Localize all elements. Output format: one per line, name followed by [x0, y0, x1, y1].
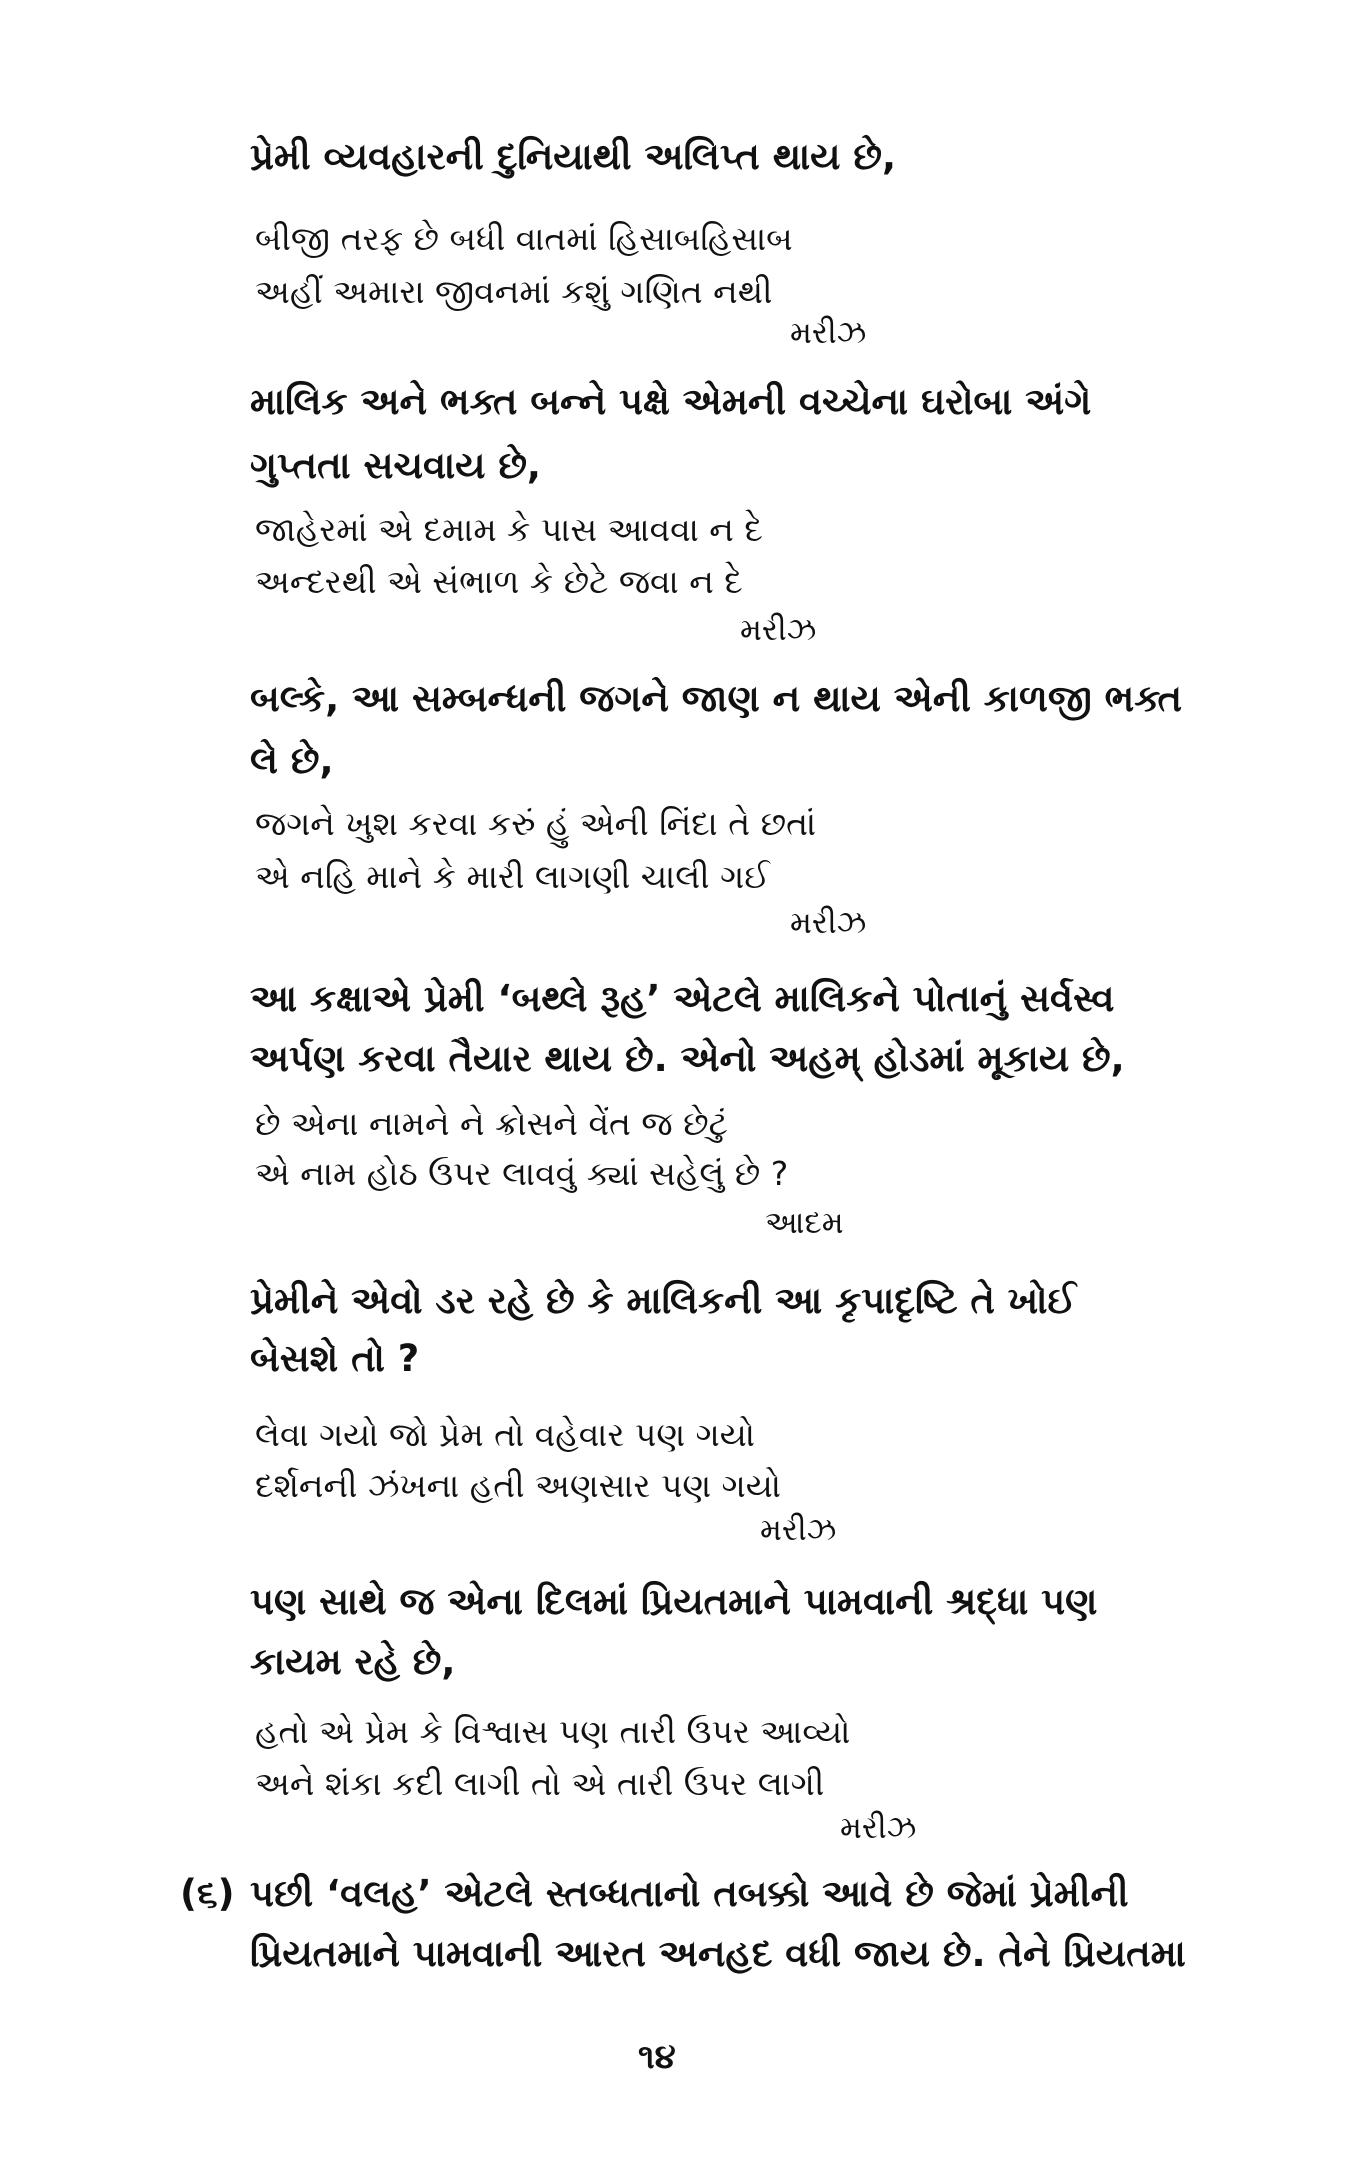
verse-line: લેવા ગયો જો પ્રેમ તો વહેવાર પણ ગયો	[255, 1415, 755, 1454]
prose-line: પ્રિયતમાને પામવાની આરત અનહદ વધી જાય છે. તેને પ્રિયતમા	[250, 1932, 1186, 1975]
verse-line: અને શંકા કદી લાગી તો એ તારી ઉપર લાગી	[255, 1764, 825, 1803]
prose-line: પ્રેમી વ્યવહારની દુનિયાથી અલિપ્ત થાય છે,	[250, 135, 897, 178]
poet-attribution: મરીઝ	[840, 1810, 917, 1846]
verse-line: દર્શનની ઝંખના હતી અણસાર પણ ગયો	[255, 1466, 782, 1505]
verse-line: છે એના નામને ને ક્રોસને વેંત જ છેટું	[255, 1104, 728, 1143]
prose-line: પણ સાથે જ એના દિલમાં પ્રિયતમાને પામવાની શ્રદ્ધા પણ	[250, 1580, 1098, 1623]
prose-line: ગુપ્તતા સચવાય છે,	[250, 444, 541, 487]
prose-line: બલ્કે, આ સમ્બન્ધની જગને જાણ ન થાય એની કાળજી ભક્ત	[250, 677, 1183, 720]
poet-attribution: મરીઝ	[790, 315, 867, 351]
verse-line: બીજી તરફ છે બધી વાતમાં હિસાબહિસાબ	[255, 219, 793, 258]
prose-line: કાયમ રહે છે,	[250, 1640, 456, 1683]
verse-line: જાહેરમાં એ દમામ કે પાસ આવવા ન દે	[255, 510, 763, 549]
verse-line: જગને ખુશ કરવા કરું હું એની નિંદા તે છતાં	[255, 804, 817, 843]
poet-attribution: મરીઝ	[760, 1512, 837, 1548]
prose-line: આ કક્ષાએ પ્રેમી ‘બથ્લે રૂહ’ એટલે માલિકને પોતાનું સર્વસ્વ	[250, 977, 1115, 1020]
prose-line: માલિક અને ભક્ત બન્ને પક્ષે એમની વચ્ચેના ઘરોબા અંગે	[250, 380, 1092, 423]
prose-line: પ્રેમીને એવો ડર રહે છે કે માલિકની આ કૃપાદૃષ્ટિ તે ખોઈ	[250, 1279, 1077, 1322]
verse-line: અહીં અમારા જીવનમાં કશું ગણિત નથી	[255, 272, 773, 311]
prose-line: બેસશે તો ?	[250, 1337, 420, 1380]
page-number: ૧૪	[638, 2037, 676, 2077]
poet-attribution: મરીઝ	[790, 905, 867, 941]
verse-line: એ નહિ માને કે મારી લાગણી ચાલી ગઈ	[255, 857, 770, 896]
prose-line: પછી ‘વલહ’ એટલે સ્તબ્ધતાનો તબક્કો આવે છે જેમાં પ્રેમીની	[250, 1872, 1129, 1915]
prose-line: લે છે,	[250, 739, 334, 782]
list-item-number: (૬)	[180, 1872, 235, 1915]
verse-line: હતો એ પ્રેમ કે વિશ્વાસ પણ તારી ઉપર આવ્યો	[255, 1712, 851, 1751]
verse-line: એ નામ હોઠ ઉપર લાવવું ક્યાં સહેલું છે ?	[255, 1154, 789, 1193]
prose-line: અર્પણ કરવા તૈયાર થાય છે. એનો અહમ્ હોડમાં મૂકાય છે,	[250, 1037, 1125, 1080]
verse-line: અન્દરથી એ સંભાળ કે છેટે જવા ન દે	[255, 562, 743, 601]
poet-attribution: મરીઝ	[740, 612, 817, 648]
poet-attribution: આદમ	[765, 1205, 844, 1241]
